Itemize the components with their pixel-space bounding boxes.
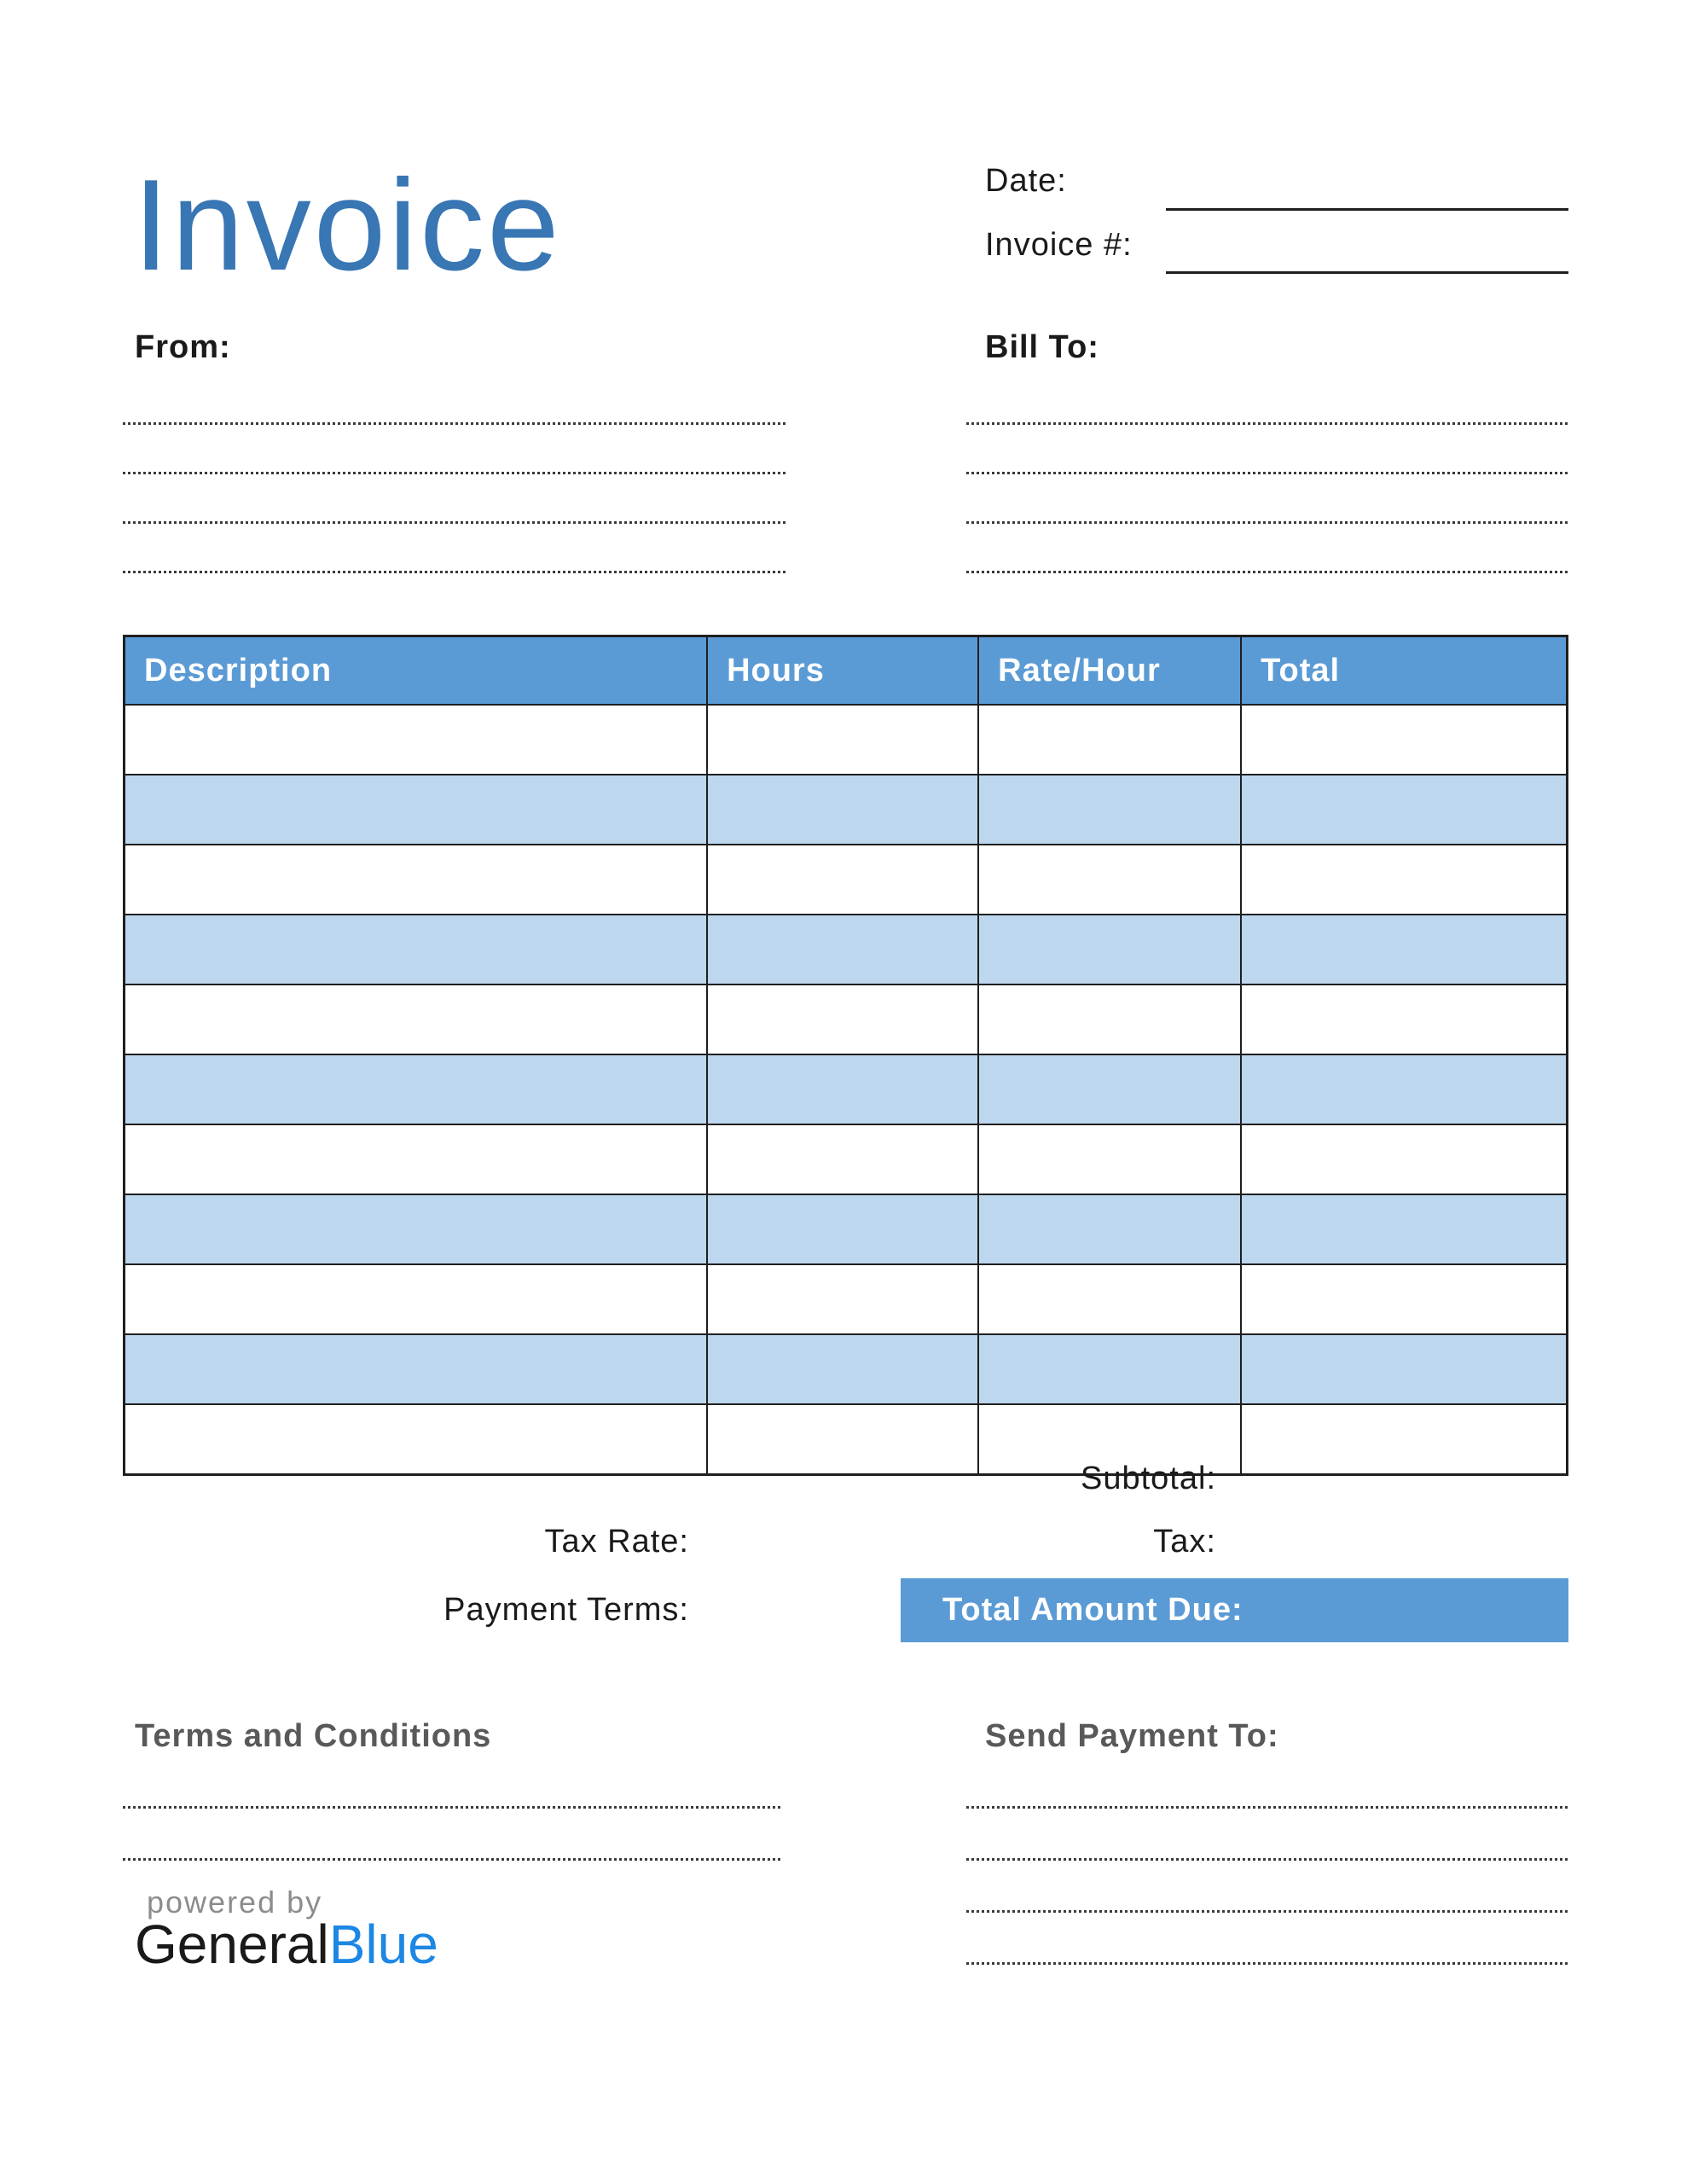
table-cell-rate-hour[interactable] <box>978 915 1241 985</box>
page-title: Invoice <box>133 153 562 298</box>
table-cell-total[interactable] <box>1241 1194 1567 1264</box>
column-header-description: Description <box>125 636 708 706</box>
table-cell-rate-hour[interactable] <box>978 985 1241 1054</box>
table-row <box>125 1334 1568 1404</box>
table-cell-rate-hour[interactable] <box>978 1264 1241 1334</box>
table-cell-rate-hour[interactable] <box>978 775 1241 845</box>
table-cell-total[interactable] <box>1241 985 1567 1054</box>
line-items-table <box>123 635 1568 1476</box>
total-amount-due-bar <box>901 1578 1568 1642</box>
powered-by-text: powered by <box>147 1885 323 1920</box>
table-cell-description[interactable] <box>125 1054 708 1124</box>
table-cell-total[interactable] <box>1241 705 1567 775</box>
table-cell-hours[interactable] <box>707 1334 978 1404</box>
table-row <box>125 915 1568 985</box>
table-cell-hours[interactable] <box>707 705 978 775</box>
table-cell-rate-hour[interactable] <box>978 1334 1241 1404</box>
table-cell-description[interactable] <box>125 705 708 775</box>
from-blank-line[interactable] <box>123 472 786 474</box>
table-cell-hours[interactable] <box>707 775 978 845</box>
table-cell-hours[interactable] <box>707 1054 978 1124</box>
send-payment-to-heading: Send Payment To: <box>985 1718 1279 1754</box>
date-label: Date: <box>985 163 1067 199</box>
table-cell-total[interactable] <box>1241 1054 1567 1124</box>
table-row <box>125 1264 1568 1334</box>
bill-to-blank-line[interactable] <box>966 472 1568 474</box>
table-row <box>125 705 1568 775</box>
from-blank-line[interactable] <box>123 422 786 425</box>
table-cell-hours[interactable] <box>707 985 978 1054</box>
table-cell-description[interactable] <box>125 1334 708 1404</box>
invoice-number-label: Invoice #: <box>985 227 1133 263</box>
table-row <box>125 1054 1568 1124</box>
terms-and-conditions-heading: Terms and Conditions <box>135 1718 492 1754</box>
table-row <box>125 845 1568 915</box>
general-blue-logo <box>135 1914 438 1975</box>
table-cell-total[interactable] <box>1241 1124 1567 1194</box>
column-header-total: Total <box>1241 636 1567 706</box>
table-cell-description[interactable] <box>125 775 708 845</box>
table-cell-hours[interactable] <box>707 1264 978 1334</box>
table-cell-total[interactable] <box>1241 775 1567 845</box>
table-cell-description[interactable] <box>125 1194 708 1264</box>
from-blank-line[interactable] <box>123 571 786 573</box>
table-cell-hours[interactable] <box>707 915 978 985</box>
from-blank-lines <box>123 422 786 620</box>
table-cell-rate-hour[interactable] <box>978 1194 1241 1264</box>
table-cell-hours[interactable] <box>707 1124 978 1194</box>
logo-general-text: General <box>135 1914 329 1975</box>
table-cell-description[interactable] <box>125 985 708 1054</box>
logo-blue-text: Blue <box>328 1914 438 1975</box>
send-payment-blank-line[interactable] <box>966 1962 1568 1965</box>
table-row <box>125 985 1568 1054</box>
bill-to-blank-lines <box>966 422 1568 620</box>
table-row <box>125 1124 1568 1194</box>
table-cell-rate-hour[interactable] <box>978 1054 1241 1124</box>
bill-to-blank-line[interactable] <box>966 422 1568 425</box>
send-payment-blank-line[interactable] <box>966 1910 1568 1913</box>
table-row <box>125 775 1568 845</box>
send-payment-blank-line[interactable] <box>966 1806 1568 1809</box>
table-cell-total[interactable] <box>1241 1334 1567 1404</box>
subtotal-label: Subtotal: <box>1081 1461 1216 1496</box>
table-row <box>125 1194 1568 1264</box>
table-cell-total[interactable] <box>1241 1404 1567 1475</box>
tax-rate-label: Tax Rate: <box>544 1524 689 1560</box>
date-input-line[interactable] <box>1166 208 1568 211</box>
bill-to-blank-line[interactable] <box>966 521 1568 524</box>
table-cell-description[interactable] <box>125 845 708 915</box>
table-cell-rate-hour[interactable] <box>978 705 1241 775</box>
terms-blank-line[interactable] <box>123 1806 783 1809</box>
table-cell-total[interactable] <box>1241 1264 1567 1334</box>
bill-to-blank-line[interactable] <box>966 571 1568 573</box>
send-payment-blank-lines <box>966 1806 1568 2014</box>
bill-to-label: Bill To: <box>985 329 1099 365</box>
table-cell-description[interactable] <box>125 1404 708 1475</box>
table-cell-rate-hour[interactable] <box>978 845 1241 915</box>
column-header-rate-hour: Rate/Hour <box>978 636 1241 706</box>
from-label: From: <box>135 329 231 365</box>
table-cell-description[interactable] <box>125 1124 708 1194</box>
table-cell-hours[interactable] <box>707 1404 978 1475</box>
table-cell-description[interactable] <box>125 1264 708 1334</box>
total-amount-due-label: Total Amount Due: <box>942 1592 1244 1628</box>
terms-blank-line[interactable] <box>123 1858 783 1861</box>
table-cell-rate-hour[interactable] <box>978 1124 1241 1194</box>
table-row <box>125 1404 1568 1475</box>
table-cell-total[interactable] <box>1241 915 1567 985</box>
table-cell-hours[interactable] <box>707 1194 978 1264</box>
table-cell-total[interactable] <box>1241 845 1567 915</box>
table-cell-description[interactable] <box>125 915 708 985</box>
column-header-hours: Hours <box>707 636 978 706</box>
tax-label: Tax: <box>1153 1524 1216 1560</box>
send-payment-blank-line[interactable] <box>966 1858 1568 1861</box>
payment-terms-label: Payment Terms: <box>443 1592 689 1628</box>
table-cell-hours[interactable] <box>707 845 978 915</box>
table-header-row <box>125 636 1568 706</box>
invoice-number-input-line[interactable] <box>1166 271 1568 274</box>
from-blank-line[interactable] <box>123 521 786 524</box>
